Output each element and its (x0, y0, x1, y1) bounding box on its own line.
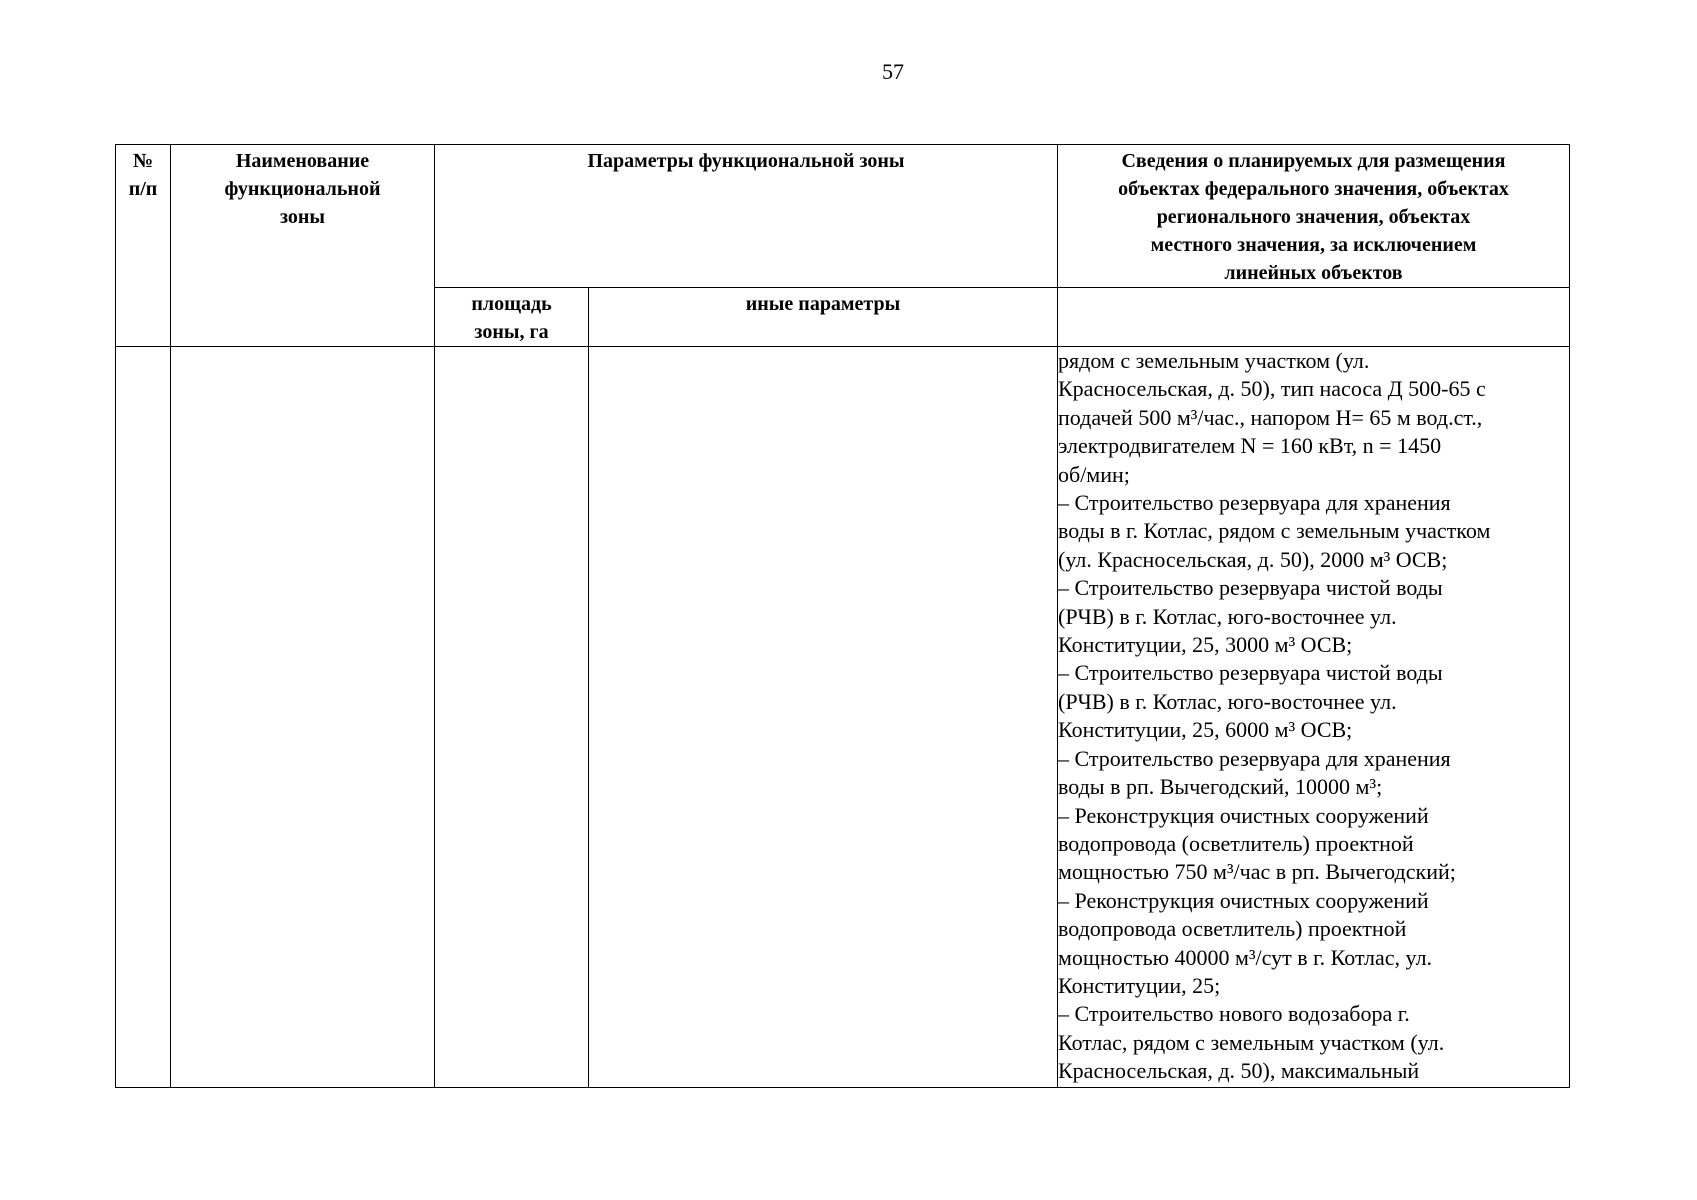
text-line: Конституции, 25; (1058, 972, 1221, 998)
text-line: подачей 500 м³/час., напором Н= 65 м вод.ст., (1058, 404, 1483, 430)
text-line: Котлас, рядом с земельным участком (ул. (1058, 1029, 1445, 1055)
text-line: – Реконструкция очистных сооружений (1058, 802, 1429, 828)
cell-planned-objects (1058, 347, 1570, 1088)
header-blank-cell (1058, 288, 1570, 347)
text-line: об/мин; (1058, 461, 1130, 487)
functional-zone-table (115, 144, 1570, 1088)
text-line: Конституции, 25, 3000 м³ ОСВ; (1058, 632, 1353, 658)
text-line: (РЧВ) в г. Котлас, юго-восточнее ул. (1058, 688, 1397, 714)
header-other-parameters: иные параметры (589, 288, 1058, 347)
cell-zone-area (435, 347, 589, 1088)
text-line: водопровода осветлитель) проектной (1058, 916, 1407, 942)
cell-zone-name (171, 347, 435, 1088)
cell-number (116, 347, 171, 1088)
text-line: воды в г. Котлас, рядом с земельным участком (1058, 518, 1491, 544)
text-line: водопровода (осветлитель) проектной (1058, 830, 1414, 856)
text-line: – Строительство резервуара для хранения (1058, 490, 1451, 516)
header-number: № п/п (116, 145, 171, 347)
text-line: – Строительство нового водозабора г. (1058, 1001, 1410, 1027)
header-planned-objects: Сведения о планируемых для размещения объектах федерального значения, объектах регионального значения, объектах местного значения, за исключением линейных объектов (1058, 145, 1570, 288)
text-line: Красносельская, д. 50), тип насоса Д 500-65 с (1058, 376, 1486, 402)
header-zone-parameters: Параметры функциональной зоны (435, 145, 1058, 288)
text-line: электродвигателем N = 160 кВт, n = 1450 (1058, 433, 1442, 459)
table-row (116, 347, 1570, 1088)
text-line: – Строительство резервуара чистой воды (1058, 575, 1443, 601)
text-line: рядом с земельным участком (ул. (1058, 348, 1370, 373)
header-zone-name: Наименование функциональной зоны (171, 145, 435, 347)
text-line: – Строительство резервуара для хранения (1058, 745, 1451, 771)
page-number: 57 (882, 59, 904, 84)
header-zone-area: площадь зоны, га (435, 288, 589, 347)
cell-other-parameters (589, 347, 1058, 1088)
text-line: – Реконструкция очистных сооружений (1058, 887, 1429, 913)
text-line: – Строительство резервуара чистой воды (1058, 660, 1443, 686)
text-line: Красносельская, д. 50), максимальный (1058, 1058, 1420, 1084)
text-line: воды в рп. Вычегодский, 10000 м³; (1058, 774, 1383, 800)
text-line: (ул. Красносельская, д. 50), 2000 м³ ОСВ; (1058, 546, 1448, 572)
text-line: мощностью 750 м³/час в рп. Вычегодский; (1058, 859, 1456, 885)
text-line: (РЧВ) в г. Котлас, юго-восточнее ул. (1058, 603, 1397, 629)
text-line: мощностью 40000 м³/сут в г. Котлас, ул. (1058, 944, 1433, 970)
text-line: Конституции, 25, 6000 м³ ОСВ; (1058, 717, 1353, 743)
